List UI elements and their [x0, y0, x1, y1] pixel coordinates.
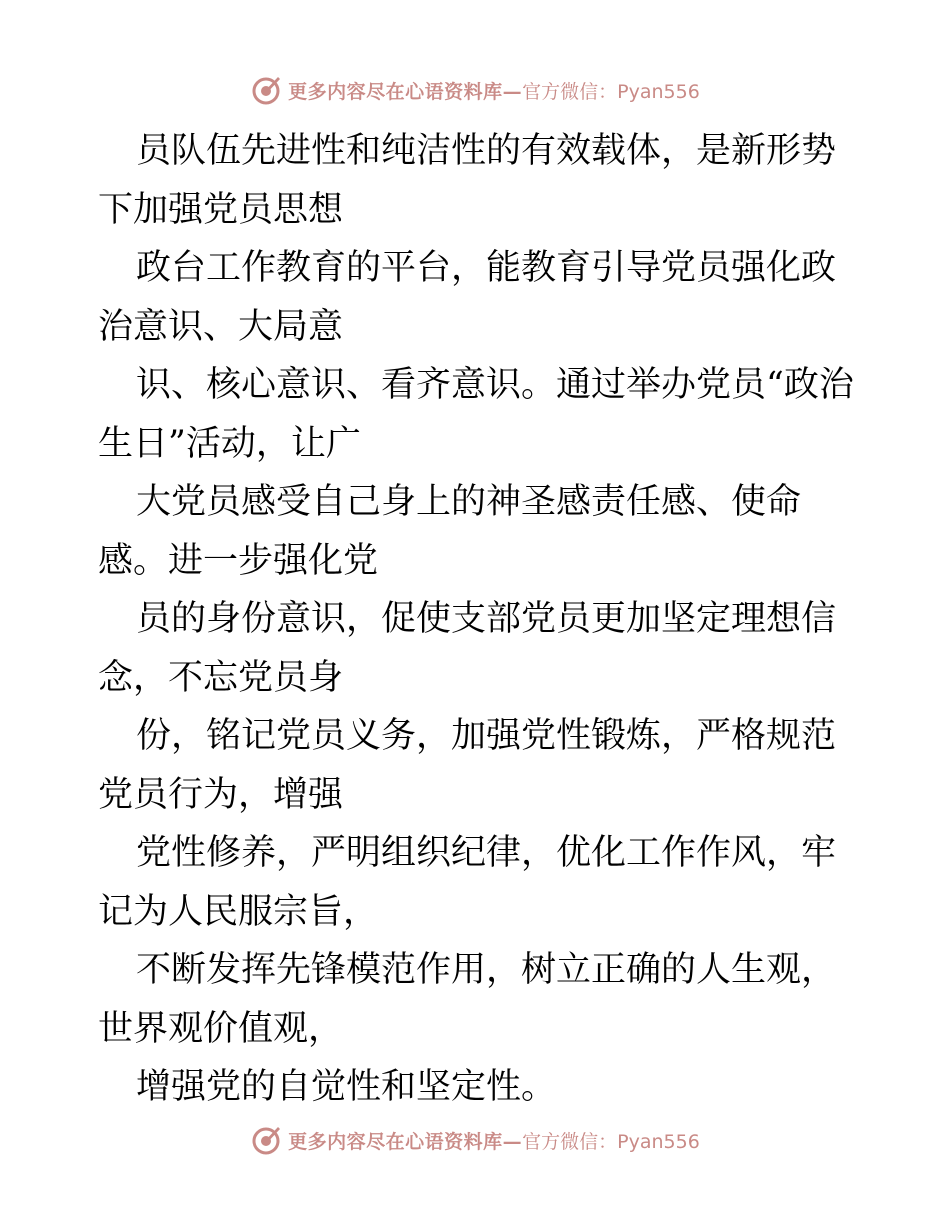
body-text	[98, 122, 858, 1117]
paragraph: 不断发挥先锋模范作用，树立正确的人生观，世界观价值观，	[98, 950, 837, 1049]
watermark-text: 更多内容尽在心语资料库—	[288, 1130, 523, 1153]
paragraph: 员队伍先进性和纯洁性的有效载体，是新形势下加强党员思想	[98, 131, 837, 230]
quill-logo-icon	[250, 1124, 282, 1156]
paragraph: 大党员感受自己身上的神圣感责任感、使命感。进一步强化党	[98, 482, 802, 581]
quill-logo-icon	[250, 74, 282, 106]
paragraph: 党性修养，严明组织纪律，优化工作作风，牢记为人民服宗旨，	[98, 833, 837, 932]
watermark-text: 更多内容尽在心语资料库—	[288, 80, 523, 103]
paragraph: 员的身份意识，促使支部党员更加坚定理想信念，不忘党员身	[98, 599, 837, 698]
paragraph: 份，铭记党员义务，加强党性锻炼，严格规范党员行为，增强	[98, 716, 837, 815]
paragraph: 增强党的自觉性和坚定性。	[136, 1067, 557, 1107]
paragraph: 识、核心意识、看齐意识。通过举办党员“政治生日”活动，让广	[98, 365, 854, 464]
paragraph: 政台工作教育的平台，能教育引导党员强化政治意识、大局意	[98, 248, 837, 347]
footer-watermark	[0, 1120, 950, 1160]
watermark-contact: 官方微信：Pyan556	[522, 1130, 700, 1153]
header-watermark	[0, 70, 950, 110]
watermark-contact: 官方微信：Pyan556	[522, 80, 700, 103]
